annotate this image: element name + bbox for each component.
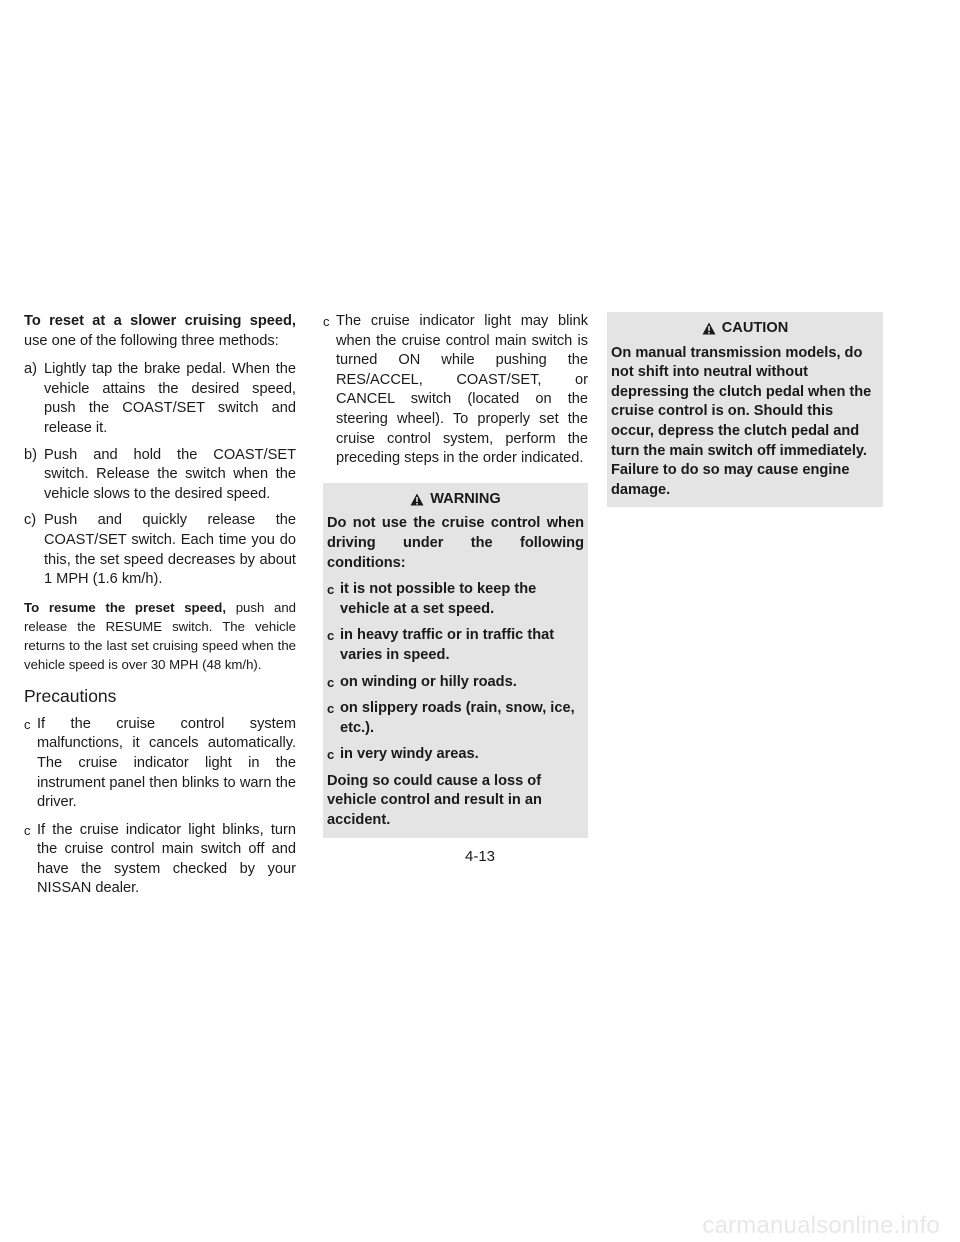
page-number: 4-13 <box>464 848 496 865</box>
list-item <box>327 699 584 738</box>
warning-icon <box>410 493 424 506</box>
warning-box <box>323 483 588 838</box>
reset-lead-text: use one of the following three methods: <box>24 332 279 349</box>
resume-text: push and release the RESUME switch. The vehicle returns to the last set cruising speed when the vehicle speed is over 30 MPH (48 km/h). <box>24 599 297 672</box>
list-item <box>327 580 584 619</box>
bullet-mark: c <box>327 701 335 717</box>
caution-header <box>611 319 879 339</box>
reset-methods-list <box>24 360 296 590</box>
list-item-label: a) <box>24 361 37 378</box>
list-item-text: Push and hold the COAST/SET switch. Release the switch when the vehicle slows to the desired speed. <box>44 446 296 502</box>
list-item <box>24 715 296 813</box>
resume-lead-bold: To resume the preset speed, <box>24 599 226 615</box>
caution-box <box>607 312 883 507</box>
warning-title: WARNING <box>430 490 501 507</box>
warning-icon <box>702 322 716 335</box>
list-item <box>24 446 296 505</box>
list-item-text: in heavy traffic or in traffic that varies in speed. <box>340 627 555 663</box>
bullet-mark: c <box>323 314 330 329</box>
list-item <box>323 312 588 469</box>
caution-title: CAUTION <box>721 320 789 336</box>
list-item-text: If the cruise indicator light blinks, turn the cruise control main switch off and have the system checked by your NISSAN dealer. <box>37 821 296 897</box>
list-item-label: b) <box>24 446 37 463</box>
list-item <box>327 673 584 693</box>
watermark-text: carmanualsonline.info <box>702 1212 940 1239</box>
warning-outro: Doing so could cause a loss of vehicle control and result in an accident. <box>327 772 542 829</box>
column-middle <box>323 312 588 838</box>
bullet-mark: c <box>327 582 335 598</box>
list-item <box>24 360 296 438</box>
bullet-mark: c <box>24 822 31 838</box>
list-item-text: in very windy areas. <box>340 746 479 763</box>
column-right <box>607 312 883 507</box>
resume-instructions <box>24 598 296 674</box>
list-item-text: on slippery roads (rain, snow, ice, etc.). <box>340 700 575 736</box>
list-item-text: Push and quickly release the COAST/SET switch. Each time you do this, the set speed decreases by about 1 MPH (1.6 km/h). <box>44 512 296 588</box>
warning-header <box>327 490 584 510</box>
list-item-text: The cruise indicator light may blink when the cruise control main switch is turned ON while pushing the RES/ACCEL, COAST/SET, or CANCEL switch (located on the steering wheel). To properly set the cruise control system, perform the preceding steps in the order indicated. <box>336 313 588 467</box>
list-item-text: Lightly tap the brake pedal. When the vehicle attains the desired speed, push the COAST/SET switch and release it. <box>44 361 296 436</box>
list-item <box>327 745 584 765</box>
list-item-text: it is not possible to keep the vehicle at a set speed. <box>340 581 537 617</box>
column-left <box>24 312 296 907</box>
warning-intro: Do not use the cruise control when driving under the following conditions: <box>327 515 584 571</box>
bullet-mark: c <box>327 747 335 763</box>
list-item-text: If the cruise control system malfunctions, it cancels automatically. The cruise indicator light in the instrument panel then blinks to warn the driver. <box>37 715 296 811</box>
bullet-mark: c <box>24 716 31 732</box>
bullet-mark: c <box>327 674 335 690</box>
list-item-text: on winding or hilly roads. <box>340 673 517 690</box>
list-item-label: c) <box>24 512 37 529</box>
caution-text: On manual transmission models, do not shift into neutral without depressing the clutch pedal when the cruise control is on. Should this occur, depress the clutch pedal and turn the main switch off immediately. Failure to do so may cause engine damage. <box>611 344 872 498</box>
reset-lead-bold: To reset at a slower cruising speed, <box>24 313 296 329</box>
bullet-mark: c <box>327 628 335 644</box>
list-item <box>327 626 584 665</box>
list-item <box>24 511 296 589</box>
reset-instructions-lead <box>24 312 296 351</box>
precautions-heading: Precautions <box>24 685 117 706</box>
